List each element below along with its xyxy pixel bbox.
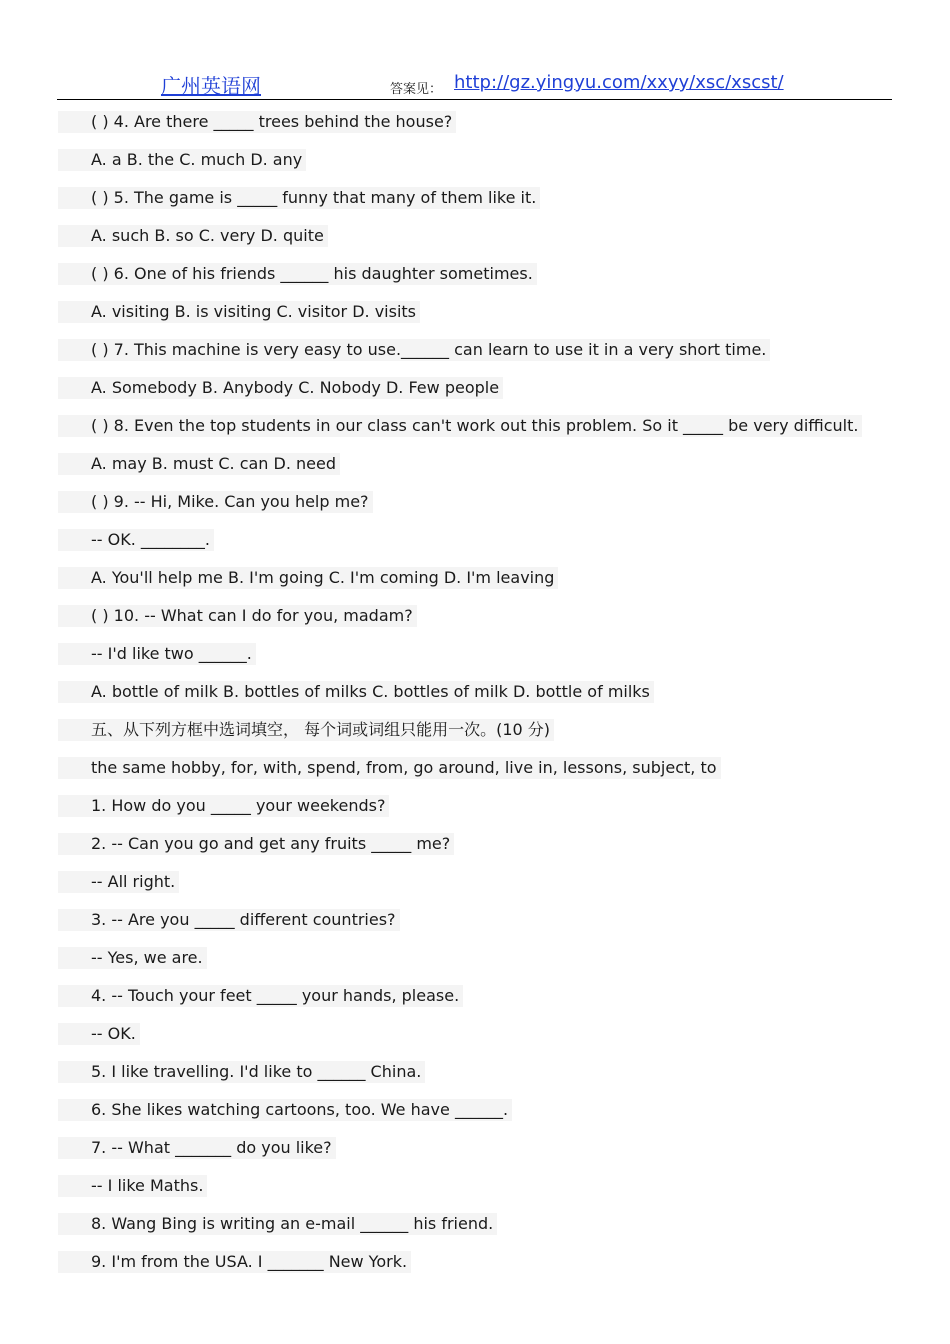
line-text: A. Somebody B. Anybody C. Nobody D. Few people	[58, 377, 503, 399]
line-text: ( ) 8. Even the top students in our class can't work out this problem. So it _____ be very difficult.	[58, 415, 862, 437]
section-heading	[58, 718, 892, 756]
line-text: -- I like Maths.	[58, 1175, 207, 1197]
question-line	[58, 1060, 892, 1098]
line-text: A. visiting B. is visiting C. visitor D. visits	[58, 301, 420, 323]
question-line	[58, 300, 892, 338]
question-line	[58, 604, 892, 642]
question-line	[58, 1212, 892, 1250]
question-line	[58, 490, 892, 528]
page-header	[57, 68, 892, 100]
line-text: -- OK.	[58, 1023, 140, 1045]
line-text: 2. -- Can you go and get any fruits _____ me?	[58, 833, 454, 855]
line-text: ( ) 6. One of his friends ______ his daughter sometimes.	[58, 263, 537, 285]
question-line	[58, 1022, 892, 1060]
question-line	[58, 338, 892, 376]
line-text: ( ) 10. -- What can I do for you, madam?	[58, 605, 417, 627]
question-line	[58, 680, 892, 718]
line-text: the same hobby, for, with, spend, from, go around, live in, lessons, subject, to	[58, 757, 721, 779]
line-text: A. bottle of milk B. bottles of milks C. bottles of milk D. bottle of milks	[58, 681, 654, 703]
question-line	[58, 794, 892, 832]
line-text: -- OK. ________.	[58, 529, 214, 551]
answer-label: 答案见：	[390, 82, 443, 97]
question-line	[58, 908, 892, 946]
question-line	[58, 1174, 892, 1212]
line-text: A. such B. so C. very D. quite	[58, 225, 328, 247]
question-line	[58, 376, 892, 414]
line-text: -- All right.	[58, 871, 179, 893]
question-line	[58, 984, 892, 1022]
question-line	[58, 186, 892, 224]
line-text: 6. She likes watching cartoons, too. We have ______.	[58, 1099, 512, 1121]
question-line	[58, 832, 892, 870]
question-line	[58, 148, 892, 186]
question-line	[58, 1250, 892, 1288]
answer-url-link[interactable]: http://gz.yingyu.com/xxyy/xsc/xscst/	[454, 72, 784, 93]
question-line	[58, 414, 892, 452]
line-text: ( ) 7. This machine is very easy to use.______ can learn to use it in a very short time.	[58, 339, 770, 361]
line-text: 1. How do you _____ your weekends?	[58, 795, 389, 817]
question-line	[58, 452, 892, 490]
question-line	[58, 528, 892, 566]
line-text: 五、从下列方框中选词填空， 每个词或词组只能用一次。(10 分)	[58, 719, 554, 741]
line-text: ( ) 4. Are there _____ trees behind the house?	[58, 111, 456, 133]
line-text: 4. -- Touch your feet _____ your hands, please.	[58, 985, 463, 1007]
question-line	[58, 262, 892, 300]
line-text: -- Yes, we are.	[58, 947, 207, 969]
question-line	[58, 566, 892, 604]
line-text: -- I'd like two ______.	[58, 643, 256, 665]
word-bank	[58, 756, 892, 794]
line-text: ( ) 9. -- Hi, Mike. Can you help me?	[58, 491, 373, 513]
line-text: 3. -- Are you _____ different countries?	[58, 909, 400, 931]
question-line	[58, 110, 892, 148]
line-text: 9. I'm from the USA. I _______ New York.	[58, 1251, 411, 1273]
question-line	[58, 224, 892, 262]
exercise-body	[58, 110, 892, 1288]
line-text: 7. -- What _______ do you like?	[58, 1137, 336, 1159]
question-line	[58, 1136, 892, 1174]
line-text: A. may B. must C. can D. need	[58, 453, 340, 475]
question-line	[58, 642, 892, 680]
question-line	[58, 1098, 892, 1136]
line-text: A. a B. the C. much D. any	[58, 149, 306, 171]
line-text: A. You'll help me B. I'm going C. I'm coming D. I'm leaving	[58, 567, 558, 589]
question-line	[58, 946, 892, 984]
site-name-link[interactable]: 广州英语网	[161, 74, 261, 98]
line-text: 5. I like travelling. I'd like to ______ China.	[58, 1061, 425, 1083]
line-text: 8. Wang Bing is writing an e-mail ______ his friend.	[58, 1213, 497, 1235]
line-text: ( ) 5. The game is _____ funny that many of them like it.	[58, 187, 540, 209]
question-line	[58, 870, 892, 908]
